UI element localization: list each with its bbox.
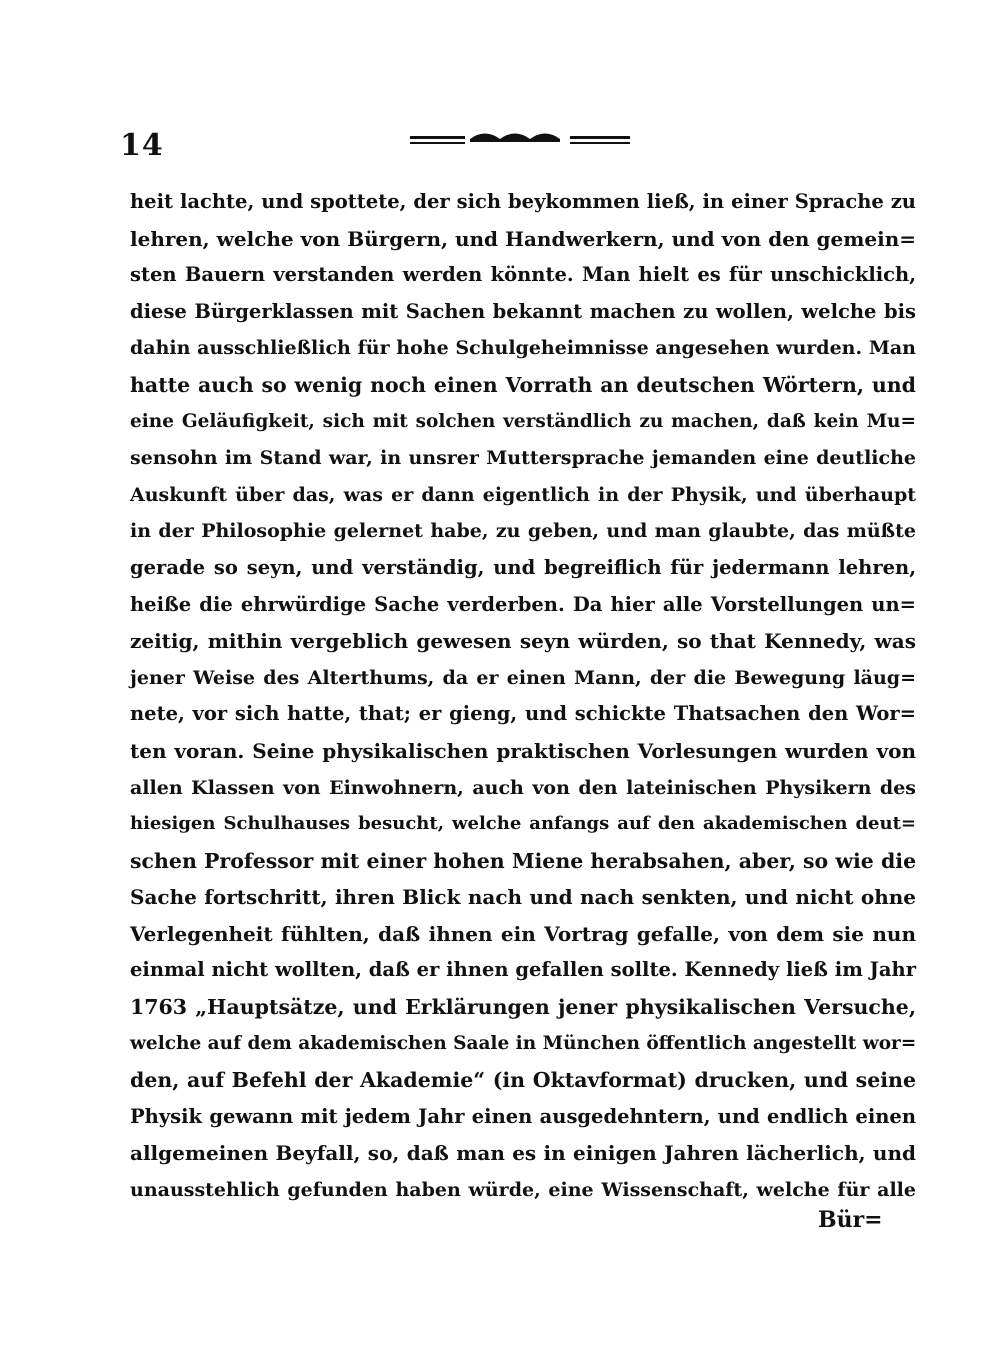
text-line: eine Geläufigkeit, sich mit solchen verständlich zu machen, daß kein Mu= xyxy=(130,410,916,432)
text-line: Sache fortschritt, ihren Blick nach und nach senkten, und nicht ohne xyxy=(130,885,916,910)
catchword: Bür= xyxy=(818,1207,883,1233)
text-line: diese Bürgerklassen mit Sachen bekannt machen zu wollen, welche bis xyxy=(130,299,916,323)
text-line: unausstehlich gefunden haben würde, eine Wissenschaft, welche für alle xyxy=(130,1179,916,1202)
body-text xyxy=(130,184,916,1209)
text-line: sensohn im Stand war, in unsrer Muttersprache jemanden eine deutliche xyxy=(130,447,916,470)
text-line: den, auf Befehl der Akademie“ (in Oktavformat) drucken, und seine xyxy=(130,1068,916,1093)
text-line: sten Bauern verstanden werden könnte. Man hielt es für unschicklich, xyxy=(130,263,916,287)
text-line: schen Professor mit einer hohen Miene herabsahen, aber, so wie die xyxy=(130,848,917,873)
text-line: allgemeinen Beyfall, so, daß man es in einigen Jahren lächerlich, und xyxy=(130,1141,916,1166)
page-number: 14 xyxy=(120,128,164,163)
text-line: Verlegenheit fühlten, daß ihnen ein Vortrag gefalle, von dem sie nun xyxy=(130,921,916,946)
text-line: in der Philosophie gelernet habe, zu geben, und man glaubte, das müßte xyxy=(130,520,916,543)
text-line: gerade so seyn, und verständig, und begreiflich für jedermann lehren, xyxy=(130,555,916,579)
text-line: ten voran. Seine physikalischen praktischen Vorlesungen wurden von xyxy=(130,738,916,763)
text-line: Auskunft über das, was er dann eigentlich in der Physik, und überhaupt xyxy=(130,483,916,506)
text-line: zeitig, mithin vergeblich gewesen seyn würden, so that Kennedy, was xyxy=(130,629,916,654)
text-line: heit lachte, und spottete, der sich beykommen ließ, in einer Sprache zu xyxy=(130,190,916,213)
header-ornament xyxy=(410,128,630,148)
text-line: hiesigen Schulhauses besucht, welche anfangs auf den akademischen deut= xyxy=(130,813,916,835)
text-line: heiße die ehrwürdige Sache verderben. Da hier alle Vorstellungen un= xyxy=(130,592,916,616)
text-line: einmal nicht wollten, daß er ihnen gefallen sollte. Kennedy ließ im Jahr xyxy=(130,958,916,982)
text-line: nete, vor sich hatte, that; er gieng, und schickte Thatsachen den Wor= xyxy=(130,702,916,726)
text-line: Physik gewann mit jedem Jahr einen ausgedehntern, und endlich einen xyxy=(130,1104,916,1128)
text-line: 1763 „Hauptsätze, und Erklärungen jener physikalischen Versuche, xyxy=(130,995,916,1020)
text-line: hatte auch so wenig noch einen Vorrath an deutschen Wörtern, und xyxy=(130,372,916,397)
text-line: welche auf dem akademischen Saale in München öffentlich angestellt wor= xyxy=(130,1032,917,1054)
text-line: allen Klassen von Einwohnern, auch von den lateinischen Physikern des xyxy=(130,776,916,799)
text-line: jener Weise des Alterthums, da er einen Mann, der die Bewegung läug= xyxy=(130,666,916,689)
text-line: lehren, welche von Bürgern, und Handwerkern, und von den gemein= xyxy=(130,226,916,251)
text-line: dahin ausschließlich für hohe Schulgeheimnisse angesehen wurden. Man xyxy=(130,337,916,360)
